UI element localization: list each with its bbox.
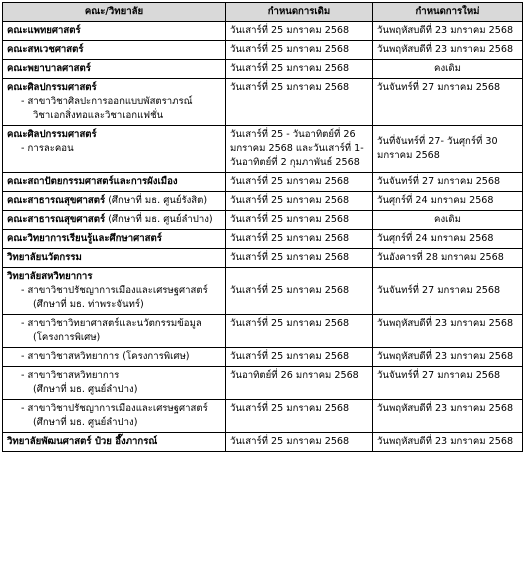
- faculty-cell: [3, 79, 226, 126]
- old-date: วันเสาร์ที่ 25 มกราคม 2568: [226, 211, 373, 230]
- program-cell: [3, 400, 226, 433]
- new-date: วันอังคารที่ 28 มกราคม 2568: [373, 249, 523, 268]
- table-row: [3, 173, 523, 192]
- program-detail: (ศึกษาที่ มธ. ท่าพระจันทร์): [33, 299, 144, 310]
- old-date: วันเสาร์ที่ 25 มกราคม 2568: [226, 173, 373, 192]
- faculty-cell: [3, 192, 226, 211]
- program-name: - สาขาวิชาปรัชญาการเมืองและเศรษฐศาสตร์: [21, 285, 208, 296]
- program-detail: วิชาเอกสิ่งทอและวิชาเอกแฟชั่น: [33, 110, 164, 121]
- old-date: วันอาทิตย์ที่ 26 มกราคม 2568: [226, 367, 373, 400]
- program-detail: (ศึกษาที่ มธ. ศูนย์ลำปาง): [33, 384, 138, 395]
- faculty-name: คณะศิลปกรรมศาสตร์: [7, 129, 97, 140]
- table-row: [3, 126, 523, 173]
- table-row: [3, 192, 523, 211]
- header-new-schedule: กำหนดการใหม่: [373, 3, 523, 22]
- program-cell: [3, 348, 226, 367]
- old-date: วันเสาร์ที่ 25 มกราคม 2568: [226, 230, 373, 249]
- old-date: วันเสาร์ที่ 25 มกราคม 2568: [226, 41, 373, 60]
- old-date: วันเสาร์ที่ 25 มกราคม 2568: [226, 268, 373, 315]
- program-detail: (ศึกษาที่ มธ. ศูนย์ลำปาง): [33, 417, 138, 428]
- old-date: วันเสาร์ที่ 25 มกราคม 2568: [226, 348, 373, 367]
- program-name: - การละคอน: [21, 143, 74, 154]
- program-name: - สาขาวิชาสหวิทยาการ: [21, 370, 120, 381]
- faculty-name: คณะสาธารณสุขศาสตร์: [7, 195, 106, 206]
- table-row: [3, 348, 523, 367]
- old-date: วันเสาร์ที่ 25 มกราคม 2568: [226, 22, 373, 41]
- old-date: วันเสาร์ที่ 25 - วันอาทิตย์ที่ 26 มกราคม 2568 และวันเสาร์ที่ 1- วันอาทิตย์ที่ 2 กุมภาพันธ์ 2568: [226, 126, 373, 173]
- new-date: วันศุกร์ที่ 24 มกราคม 2568: [373, 230, 523, 249]
- table-row: [3, 79, 523, 126]
- faculty-name: คณะสาธารณสุขศาสตร์: [7, 214, 106, 225]
- faculty-note: (ศึกษาที่ มธ. ศูนย์ลำปาง): [105, 214, 213, 225]
- new-date: คงเดิม: [373, 211, 523, 230]
- table-row: [3, 433, 523, 452]
- new-date: วันพฤหัสบดีที่ 23 มกราคม 2568: [373, 22, 523, 41]
- old-date: วันเสาร์ที่ 25 มกราคม 2568: [226, 60, 373, 79]
- header-faculty: คณะ/วิทยาลัย: [3, 3, 226, 22]
- table-row: [3, 41, 523, 60]
- new-date: วันศุกร์ที่ 24 มกราคม 2568: [373, 192, 523, 211]
- table-row: [3, 211, 523, 230]
- old-date: วันเสาร์ที่ 25 มกราคม 2568: [226, 79, 373, 126]
- new-date: วันที่จันทร์ที่ 27- วันศุกร์ที่ 30 มกราคม 2568: [373, 126, 523, 173]
- header-old-schedule: กำหนดการเดิม: [226, 3, 373, 22]
- new-date: วันพฤหัสบดีที่ 23 มกราคม 2568: [373, 400, 523, 433]
- faculty-cell: [3, 126, 226, 173]
- table-row: [3, 268, 523, 315]
- new-date: วันจันทร์ที่ 27 มกราคม 2568: [373, 79, 523, 126]
- program-name: - สาขาวิชาวิทยาศาสตร์และนวัตกรรมข้อมูล: [21, 318, 202, 329]
- program-cell: [3, 315, 226, 348]
- faculty-name: คณะแพทยศาสตร์: [3, 22, 226, 41]
- faculty-name: คณะสถาปัตยกรรมศาสตร์และการผังเมือง: [3, 173, 226, 192]
- old-date: วันเสาร์ที่ 25 มกราคม 2568: [226, 433, 373, 452]
- faculty-name: คณะศิลปกรรมศาสตร์: [7, 82, 97, 93]
- program-name: - สาขาวิชาปรัชญาการเมืองและเศรษฐศาสตร์: [21, 403, 208, 414]
- new-date: วันพฤหัสบดีที่ 23 มกราคม 2568: [373, 348, 523, 367]
- old-date: วันเสาร์ที่ 25 มกราคม 2568: [226, 249, 373, 268]
- program-name: - สาขาวิชาสหวิทยาการ (โครงการพิเศษ): [21, 351, 190, 362]
- table-row: [3, 230, 523, 249]
- program-name: - สาขาวิชาศิลปะการออกแบบพัสตราภรณ์: [21, 96, 193, 107]
- new-date: คงเดิม: [373, 60, 523, 79]
- table-row: [3, 22, 523, 41]
- new-date: วันพฤหัสบดีที่ 23 มกราคม 2568: [373, 41, 523, 60]
- table-row: [3, 400, 523, 433]
- faculty-cell: [3, 211, 226, 230]
- faculty-name: วิทยาลัยสหวิทยาการ: [7, 271, 93, 282]
- old-date: วันเสาร์ที่ 25 มกราคม 2568: [226, 315, 373, 348]
- faculty-cell: [3, 268, 226, 315]
- faculty-name: คณะวิทยาการเรียนรู้และศึกษาศาสตร์: [3, 230, 226, 249]
- table-row: [3, 60, 523, 79]
- faculty-name: คณะพยาบาลศาสตร์: [3, 60, 226, 79]
- new-date: วันพฤหัสบดีที่ 23 มกราคม 2568: [373, 315, 523, 348]
- table-row: [3, 315, 523, 348]
- program-detail: (โครงการพิเศษ): [33, 332, 101, 343]
- faculty-name: คณะสหเวชศาสตร์: [3, 41, 226, 60]
- old-date: วันเสาร์ที่ 25 มกราคม 2568: [226, 192, 373, 211]
- table-row: [3, 367, 523, 400]
- new-date: วันจันทร์ที่ 27 มกราคม 2568: [373, 173, 523, 192]
- new-date: วันจันทร์ที่ 27 มกราคม 2568: [373, 367, 523, 400]
- faculty-note: (ศึกษาที่ มธ. ศูนย์รังสิต): [105, 195, 208, 206]
- table-row: [3, 249, 523, 268]
- faculty-name: วิทยาลัยนวัตกรรม: [3, 249, 226, 268]
- table-header-row: [3, 3, 523, 22]
- old-date: วันเสาร์ที่ 25 มกราคม 2568: [226, 400, 373, 433]
- program-cell: [3, 367, 226, 400]
- new-date: วันจันทร์ที่ 27 มกราคม 2568: [373, 268, 523, 315]
- new-date: วันพฤหัสบดีที่ 23 มกราคม 2568: [373, 433, 523, 452]
- faculty-name: วิทยาลัยพัฒนศาสตร์ ป๋วย อึ๊งภากรณ์: [3, 433, 226, 452]
- schedule-table: [2, 2, 523, 452]
